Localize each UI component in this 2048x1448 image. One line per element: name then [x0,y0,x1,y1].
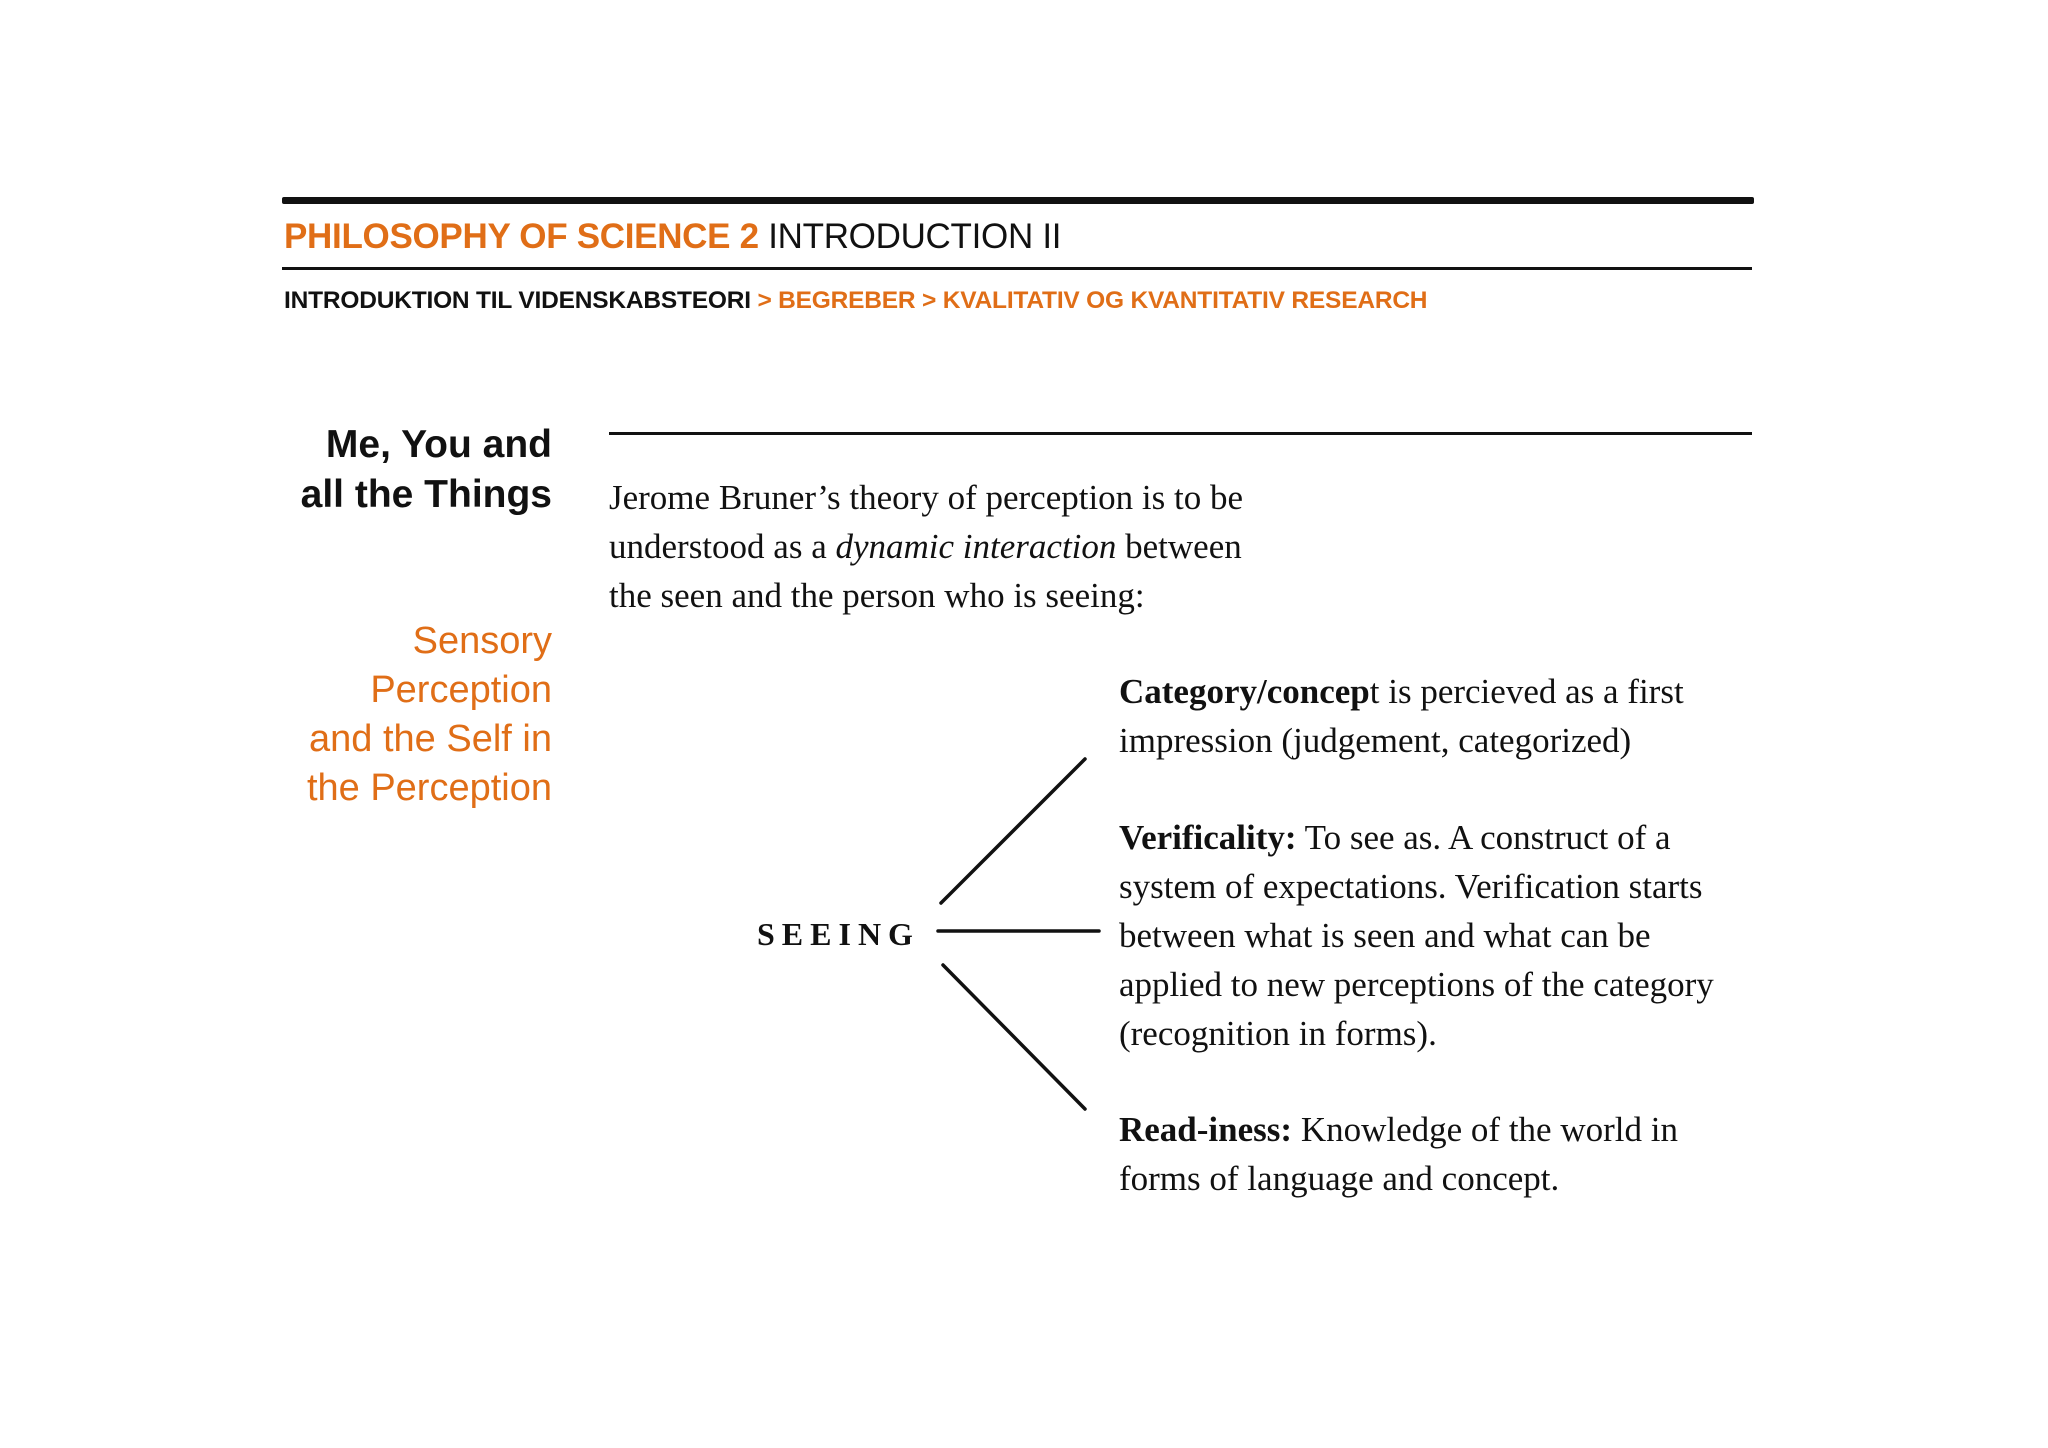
course-title: PHILOSOPHY OF SCIENCE 2 [284,217,759,256]
branch-line-readiness [943,965,1085,1109]
definition-line [1119,1105,1779,1154]
definition-text: Knowledge of the world in [1292,1110,1678,1149]
intro-emphasis: dynamic interaction [835,527,1117,566]
intro-text: between [1116,527,1242,566]
definition-category [1119,667,1779,765]
seeing-label: SEEING [757,916,920,952]
topic-subheading-line: Sensory [412,620,552,662]
definition-term: Category/concep [1119,672,1370,711]
breadcrumb-item-research: KVALITATIV OG KVANTITATIV RESEARCH [942,287,1428,314]
definition-line: system of expectations. Verification starts [1119,867,1703,906]
definition-text: t is percieved as a first [1369,672,1684,711]
definition-line: (recognition in forms). [1119,1014,1437,1053]
definition-text: To see as. A construct of a [1296,818,1671,857]
breadcrumb-separator: > [922,287,937,314]
intro-line: Jerome Bruner’s theory of perception is to be [609,478,1244,517]
definition-line [1119,667,1779,716]
breadcrumb-item-begreber: BEGREBER [778,287,916,314]
definition-line: applied to new perceptions of the category [1119,965,1714,1004]
topic-heading-line: Me, You and [325,423,552,466]
branch-line-category [941,759,1085,903]
definition-line [1119,813,1779,862]
breadcrumb-root: INTRODUKTION TIL VIDENSKABSTEORI [284,287,751,314]
breadcrumb-separator: > [757,287,772,314]
definition-term: Read-iness: [1119,1110,1293,1149]
definition-term: Verificality: [1119,818,1297,857]
topic-subheading-line: and the Self in [309,718,552,760]
definition-line: forms of language and concept. [1119,1159,1560,1198]
topic-subheading-line: the Perception [306,767,552,809]
topic-subheading-line: Perception [370,669,552,711]
definition-readiness [1119,1105,1779,1203]
topic-heading-line: all the Things [300,473,552,516]
intro-line: the seen and the person who is seeing: [609,576,1145,615]
definition-verificality [1119,813,1779,1058]
intro-text: understood as a [609,527,836,566]
section-title: INTRODUCTION II [768,217,1062,256]
definition-line: impression (judgement, categorized) [1119,721,1632,760]
definition-line: between what is seen and what can be [1119,916,1651,955]
